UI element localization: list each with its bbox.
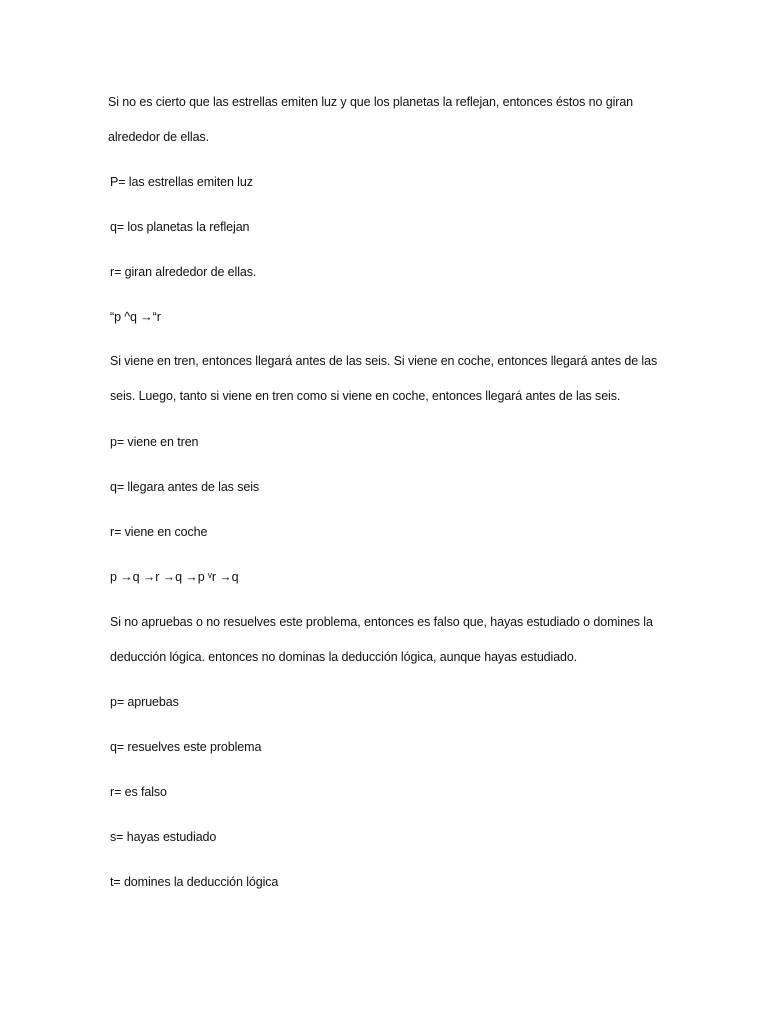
definition-p-stars: P= las estrellas emiten luz xyxy=(110,175,253,189)
definition-s-studied: s= hayas estudiado xyxy=(110,830,217,844)
definition-q-solve: q= resuelves este problema xyxy=(110,740,262,754)
definition-r-false: r= es falso xyxy=(110,785,167,799)
definition-q-planets: q= los planetas la reflejan xyxy=(110,220,250,234)
definition-p-train: p= viene en tren xyxy=(110,435,199,449)
paragraph-3-line-1: Si no apruebas o no resuelves este problema, entonces es falso que, hayas estudiado o domines la xyxy=(110,615,653,629)
paragraph-2-line-2: seis. Luego, tanto si viene en tren como si viene en coche, entonces llegará antes de las seis. xyxy=(110,389,621,403)
definition-t-logic: t= domines la deducción lógica xyxy=(110,875,279,889)
formula-2: p →q →r →q →p ᵛr →q xyxy=(110,570,239,584)
definition-p-pass: p= apruebas xyxy=(110,695,179,709)
definition-r-car: r= viene en coche xyxy=(110,525,208,539)
paragraph-2-line-1: Si viene en tren, entonces llegará antes de las seis. Si viene en coche, entonces llegará antes de las xyxy=(110,354,658,368)
paragraph-3-line-2: deducción lógica. entonces no dominas la deducción lógica, aunque hayas estudiado. xyxy=(110,650,578,664)
definition-r-orbit: r= giran alrededor de ellas. xyxy=(110,265,257,279)
paragraph-1-line-1: Si no es cierto que las estrellas emiten luz y que los planetas la reflejan, entonces éstos no giran xyxy=(108,95,634,109)
formula-1: “p ^q →“r xyxy=(110,310,161,324)
definition-q-arrive: q= llegara antes de las seis xyxy=(110,480,260,494)
paragraph-1-line-2: alrededor de ellas. xyxy=(108,130,209,144)
